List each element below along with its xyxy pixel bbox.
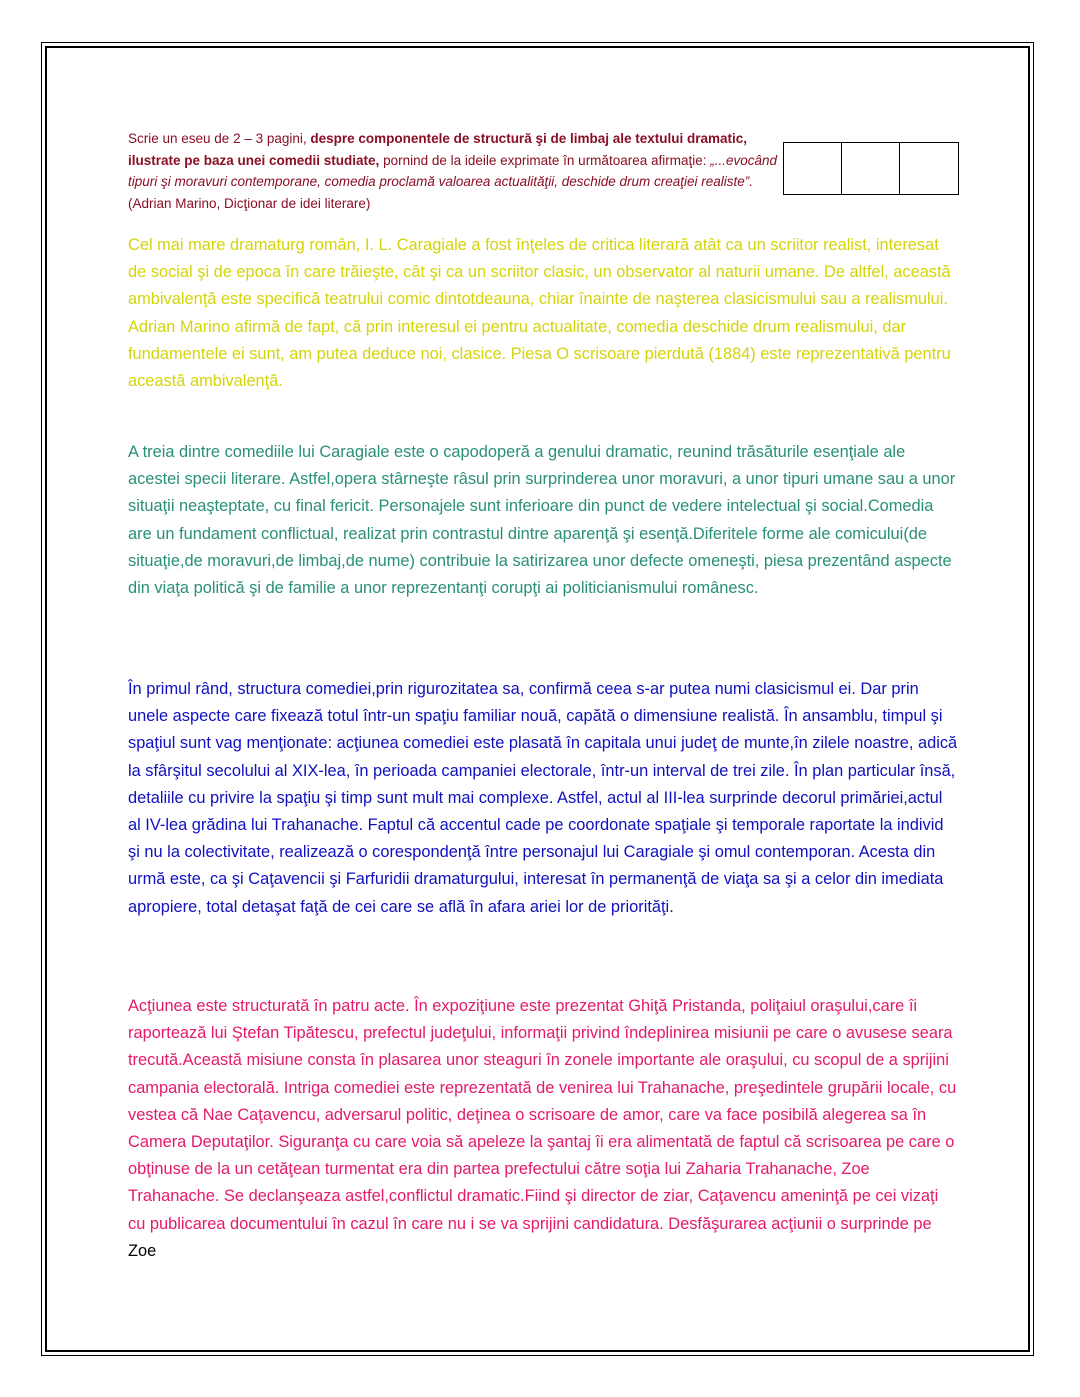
grade-box xyxy=(900,143,958,194)
prompt-quote: „...evocând tipuri şi moravuri contemporane, comedia proclamă valoarea actualităţii, deschide drum creaţiei realiste”. xyxy=(128,152,778,190)
paragraph-action-tail: Zoe xyxy=(128,1241,157,1260)
prompt-after-bold: pornind de la ideile exprimate în următoarea afirmaţie: xyxy=(379,152,711,168)
prompt-bold: despre componentele de structură şi de limbaj ale textului dramatic, ilustrate pe baza unei comedii studiate, xyxy=(128,131,748,168)
grade-box xyxy=(784,143,842,194)
paragraph-action xyxy=(128,993,958,1265)
paragraph-structure: În primul rând, structura comediei,prin rigurozitatea sa, confirmă ceea s-ar putea numi clasicismul ei. Dar prin unele aspecte care fixează totul într-un spaţiu familiar nouă, capătă o dimensiune realistă. În ansamblu, timpul şi spaţiul sunt vag menţionate: acţiunea comediei este plasată în capitala unui judeţ de munte,în zilele noastre, adică la sfârşitul secolului al XIX-lea, în perioada campaniei electorale, într-un interval de trei zile. În plan particular însă, detaliile cu privire la spaţiu şi timp sunt mult mai complexe. Astfel, actul al III-lea surprinde decorul primăriei,actul al IV-lea grădina lui Trahanache. Faptul că accentul cade pe coordonate spaţiale şi temporale raportate la individ şi nu la colectivitate, realizează o corespondenţă între personajul lui Caragiale şi omul contemporan. Acesta din urmă este, ca şi Caţavencii şi Farfuridii dramaturgului, interesat în permanenţă de viaţa sa şi a celor din imediata apropiere, total detaşat faţă de cei care se află în afara ariei lor de priorităţi. xyxy=(128,680,958,916)
prompt-intro: Scrie un eseu de 2 – 3 pagini, xyxy=(128,131,311,146)
paragraph-intro: Cel mai mare dramaturg român, I. L. Caragiale a fost înţeles de critica literară atât ca un scriitor realist, interesat de social şi de epoca în care trăieşte, cât şi ca un scriitor clasic, un observator al naturii umane. De altfel, această ambivalenţă este specifică teatrului comic dintotdeauna, chiar înainte de naşterea clasicismului sau a realismului. Adrian Marino afirmă de fapt, că prin interesul ei pentru actualitate, comedia deschide drum realismului, dar fundamentele ei sunt, am putea deduce noi, clasice. Piesa O scrisoare pierdută (1884) este reprezentativă pentru această ambivalenţă. xyxy=(128,236,951,391)
paragraph-genre: A treia dintre comediile lui Caragiale este o capodoperă a genului dramatic, reunind trăsăturile esenţiale ale acestei specii literare. Astfel,opera stârneşte râsul prin surprinderea unor moravuri, a unor tipuri umane sau a unor situaţii neaşteptate, cu final fericit. Personajele sunt inferioare din punct de vedere intelectual şi social.Comedia are un fundament conflictual, realizat prin contrastul dintre aparenţă şi esenţă.Diferitele forme ale comicului(de situaţie,de moravuri,de limbaj,de nume) contribuie la satirizarea unor defecte omeneşti, piesa prezentând aspecte din viaţa politică şi de familie a unor reprezentanţi corupţi ai politicianismului românesc. xyxy=(128,443,956,598)
paragraph-action-text: Acţiunea este structurată în patru acte. În expoziţiune este prezentat Ghiţă Pristanda, poliţaiul oraşului,care îi raportează lui Ştefan Tipătescu, prefectul judeţului, informaţii privind îndeplinirea misiunii pe care o avusese seara trecută.Această misiune consta în plasarea unor steaguri în zonele importante ale oraşului, cu scopul de a sprijini campania electorală. Intriga comediei este reprezentată de venirea lui Trahanache, preşedintele grupării locale, cu vestea că Nae Caţavencu, adversarul politic, deţinea o scrisoare de amor, care va face posibilă alegerea sa în Camera Deputaţilor. Siguranţa cu care voia să apeleze la şantaj îi era alimentată de faptul că scrisoarea pe care o obţinuse de la un cetăţean turmentat era din partea prefectului către soţia lui Zaharia Trahanache, Zoe Trahanache. Se declanşeaza astfel,conflictul dramatic.Fiind şi director de ziar, Caţavencu ameninţă pe cei vizaţi cu publicarea documentului în cazul în care nu i se va sprijini candidatura. Desfăşurarea acţiunii o surprinde pe xyxy=(128,997,957,1233)
grade-box xyxy=(842,143,900,194)
essay-prompt xyxy=(128,128,778,214)
prompt-source: (Adrian Marino, Dicţionar de idei literare) xyxy=(128,195,371,211)
grade-boxes xyxy=(783,142,959,195)
